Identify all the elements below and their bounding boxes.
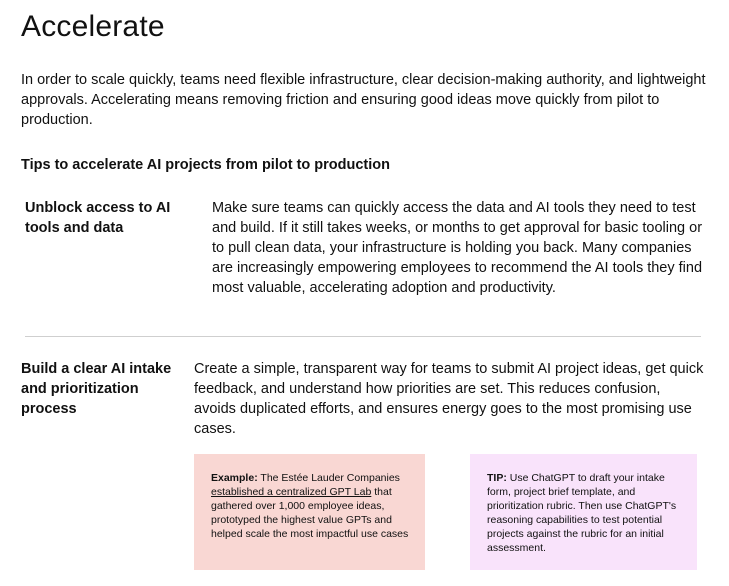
section-divider (25, 336, 701, 337)
example-card-text-after: that gathered over 1,000 employee ideas, prototyped the highest value GPTs and helped scale the most impactful use cases (211, 486, 409, 540)
tip-body-unblock-access: Make sure teams can quickly access the data and AI tools they need to test and build. If it still takes weeks, or months to get approval for basic tooling or to pull clean data, your infrastructure is holding you back. Many companies are increasingly empowering employees to recommend the AI tools they find most valuable, accelerating adoption and productivity. (212, 200, 703, 296)
example-callout-card (194, 454, 425, 570)
example-card-prefix: Example: (211, 472, 258, 484)
tip-card-prefix: TIP: (487, 472, 507, 484)
tip-label-unblock-access: Unblock access to AI tools and data (25, 200, 171, 236)
gpt-lab-link[interactable]: established a centralized GPT Lab (211, 486, 372, 498)
tip-body-intake-process: Create a simple, transparent way for teams to submit AI project ideas, get quick feedback, and understand how priorities are set. This reduces confusion, avoids duplicated efforts, and ensures energy goes to the most promising use cases. (194, 361, 704, 437)
tip-card-text: Use ChatGPT to draft your intake form, project brief template, and prioritization rubric. Then use ChatGPT's reasoning capabilities to test potential projects against the rubric for an initial assessment. (487, 472, 677, 554)
tip-label-intake-process: Build a clear AI intake and prioritization process (21, 361, 172, 417)
example-card-text-before: The Estée Lauder Companies (257, 472, 400, 484)
page-title: Accelerate (21, 10, 165, 43)
intro-paragraph: In order to scale quickly, teams need flexible infrastructure, clear decision-making authority, and lightweight approvals. Accelerating means removing friction and ensuring good ideas move quickly from pilot to production. (21, 72, 706, 128)
tips-subheading: Tips to accelerate AI projects from pilot to production (21, 157, 390, 173)
tip-callout-card (470, 454, 697, 570)
